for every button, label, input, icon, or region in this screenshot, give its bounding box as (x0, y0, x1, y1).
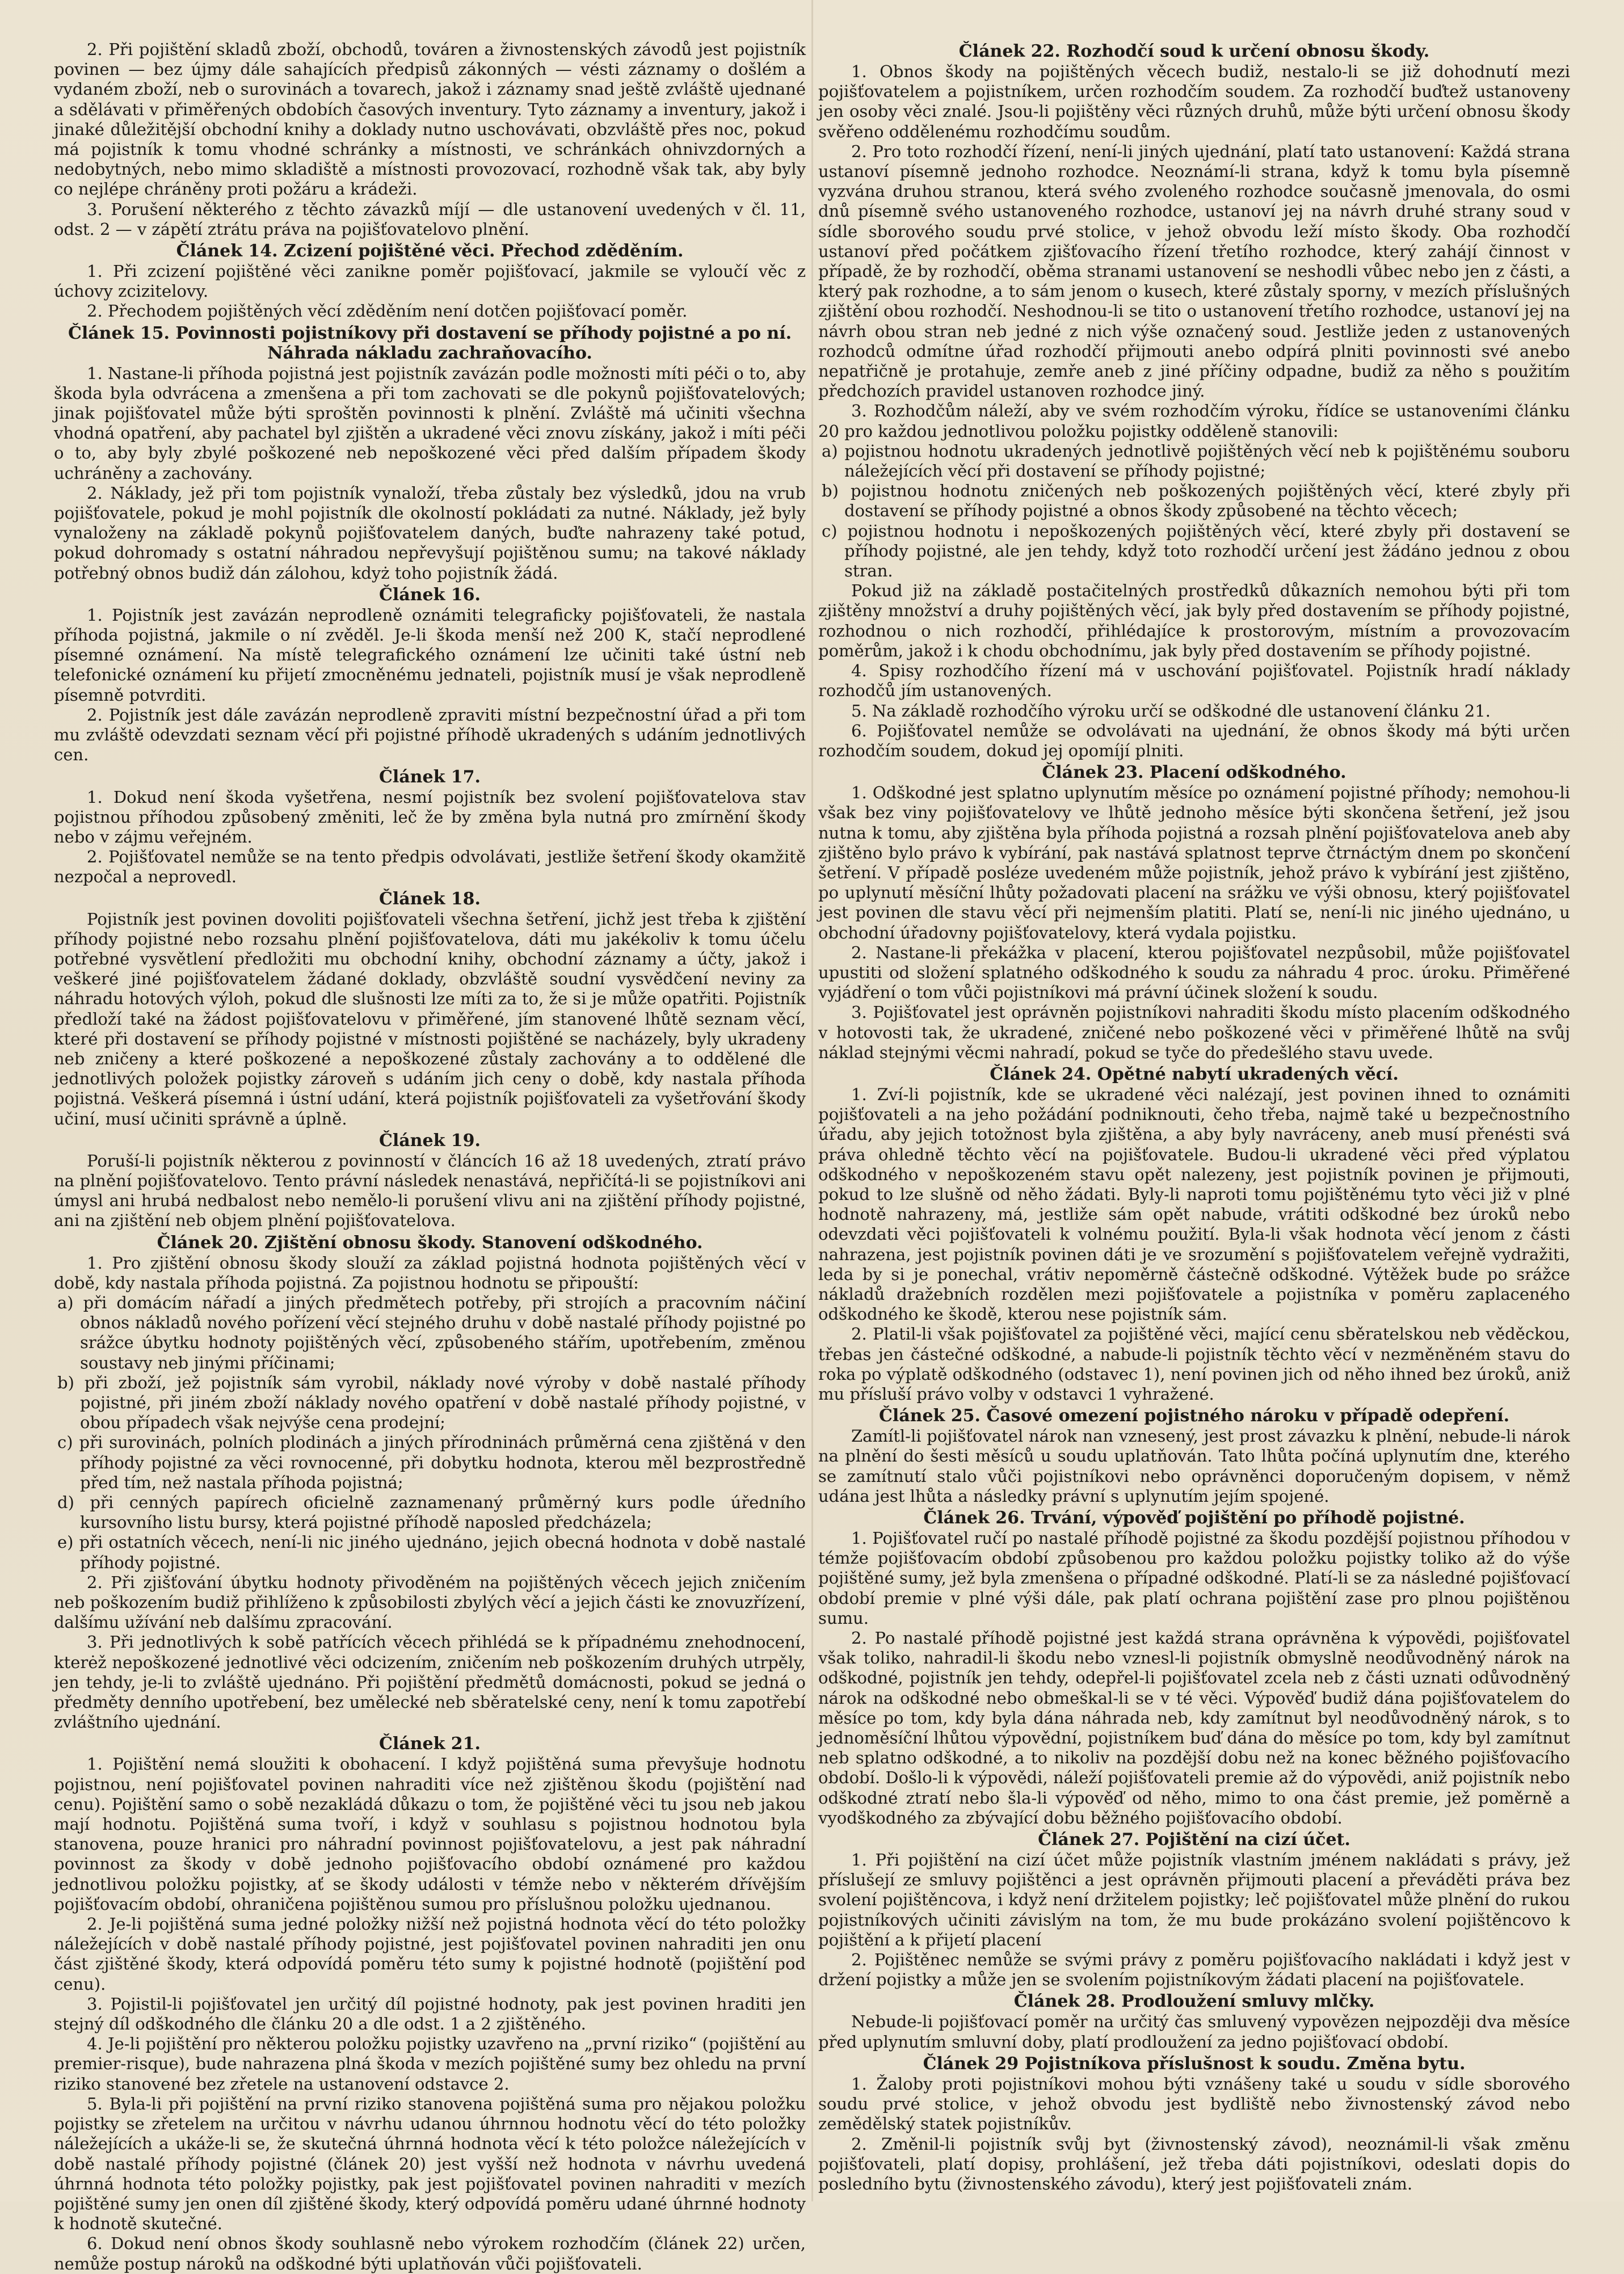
paragraph: 2. Při pojištění skladů zboží, obchodů, továren a živnostenských závodů jest pojistník povinen — bez újmy dále sahajících předpisů zákonných — vésti záznamy o došlém a vydaném zboží, neb o surovinách a tovarech, jakož i záznamy snad ještě zvláště ujednané a sdělávati v přiměřených obdobích časových inventury. Tyto záznamy a inventury, jakož i jinaké důležitější obchodní knihy a doklady nutno uschovávati, obzvláště přes noc, pokud má pojistník k tomu vhodné schránky a místnosti, ve schránkách ohnivzdorných a nedobytných, nebo mimo skladiště a místnosti provozovací, rozhodně však tak, aby byly co nejlépe chráněny proti požáru a krádeži. (54, 40, 806, 199)
article-heading: Článek 20. Zjištění obnosu škody. Stanovení odškodného. (157, 1232, 703, 1253)
article-heading: Článek 21. (378, 1734, 481, 1754)
list-item: b) pojistnou hodnotu zničených neb poškozených pojištěných věcí, které zbyly při dostavení se příhody pojistné a obnos škody způsobené na těchto věcech; (822, 481, 1570, 521)
paragraph: 3. Při jednotlivých k sobě patřících věcech přihlédá se k případnému znehodnocení, kterėž nepoškozené jednotlivé věci odcizením, zničením neb poškozením druhých utrpěly, jen tehdy, je-li to zvláště ujednáno. Při pojištění předmětů domácnosti, pokud se jedná o předměty denního upotřebení, bez umělecké neb sběratelské ceny, není k tomu zapotřebí zvláštního ujednání. (54, 1632, 806, 1732)
paragraph: 4. Je-li pojištění pro některou položku pojistky uzavřeno na „první riziko“ (pojištění au premier-risque), bude nahrazena plná škoda v mezích pojištěné sumy bez ohledu na první riziko stanovené bez zřetele na ustanovení odstavce 2. (54, 2034, 806, 2094)
paragraph: 2. Je-li pojištěná suma jedné položky nižší než pojistná hodnota věcí do této položky náležejících v době nastalé příhody pojistné, jest pojišťovatel povinen nahraditi jen onu část zjištěné škody, která odpovídá poměru této sumy k pojistné hodnotě (pojištění pod cenu). (54, 1914, 806, 1994)
paragraph: 6. Pojišťovatel nemůže se odvolávati na ujednání, že obnos škody má býti určen rozhodčím soudem, dokud jej opomíjí plniti. (818, 721, 1570, 760)
article-heading: Článek 18. (378, 888, 481, 909)
article-heading: Článek 23. Placení odškodného. (1042, 763, 1347, 783)
paragraph: 1. Pojištění nemá sloužiti k obohacení. I když pojištěná suma převyšuje hodnotu pojistnou, není pojišťovatel povinen nahraditi více než zjištěnou škodu (pojištění nad cenu). Pojištění samo o sobě nezakládá důkazu o tom, že pojištěné věci tu jsou neb jakou mají hodnotu. Pojištěná suma tvoří, i když v souhlasu s pojistnou hodnotou byla stanovena, pouze hranici pro náhradní povinnost pojišťovatelovu, a jest pak náhradní povinnost za škody v době jednoho pojišťovacího období oznámené pro každou jednotlivou položku pojistky, ať se škody události v témže nebo v některém dřívějším pojišťovacím období, ohraničena pojištěnou sumou pro příslušnou položku ujednanou. (54, 1754, 806, 1914)
paragraph: 1. Při zcizení pojištěné věci zanikne poměr pojišťovací, jakmile se vyloučí věc z úchovy zcizitelovy. (54, 262, 806, 301)
paragraph: 1. Dokud není škoda vyšetřena, nesmí pojistník bez svolení pojišťovatelova stav pojistnou příhodou způsobený změniti, leč že by změna byla nutná pro zmírnění škody nebo v zájmu veřejném. (54, 787, 806, 847)
paragraph: 3. Pojistil-li pojišťovatel jen určitý díl pojistné hodnoty, pak jest povinen hraditi jen stejný díl odškodného dle článku 20 a dle odst. 1 a 2 zjištěného. (54, 1994, 806, 2034)
paragraph: Pojistník jest povinen dovoliti pojišťovateli všechna šetření, jichž jest třeba k zjištění příhody pojistné nebo rozsahu plnění pojišťovatelova, dáti mu jakékoliv k tomu účelu potřebné vysvětlení předložiti mu obchodní knihy, obchodní záznamy a účty, jakož i veškeré jiné pojišťovatelem žádané doklady, obzvláště soudní vysvědčení neviny za náhradu hotových výloh, pokud dle slušnosti lze míti za to, že si je může opatřiti. Pojistník předloží také na žádost pojišťovatelovu v přiměřené, jím stanovené lhůtě seznam věcí, které při dostavení se příhody pojistné v místnosti pojištěné se nacházely, byly ukradeny neb zničeny a které poškozené a nepoškozené zůstaly zachovány a to oddělené dle jednotlivých položek pojistky zároveň s udáním jich ceny o době, kdy nastala příhoda pojistná. Veškerá písemná i ústní udání, která pojistník pojišťovateli za vyšetřování škody učiní, musí učiniti správně a úplně. (54, 909, 806, 1128)
paragraph: 1. Žaloby proti pojistníkovi mohou býti vznášeny také u soudu v sídle sborového soudu prvé stolice, v jehož obvodu jest bydliště nebo živnostenský závod nebo zemědělský statek pojistníkův. (818, 2074, 1570, 2134)
paragraph: Pokud již na základě postačitelných prostředků důkazních nemohou býti při tom zjištěny množství a druhy pojištěných věcí, jak byly před dostavením se příhody pojistné, rozhodnou o nich rozhodčí, přihlédajíce k prostorovým, místním a provozovacím poměrům, jakož i k chodu obchodnímu, jak byly před dostavením se příhody pojistné. (818, 581, 1570, 660)
article-heading: Článek 27. Pojištění na cizí účet. (1038, 1830, 1350, 1850)
paragraph: 1. Při pojištění na cizí účet může pojistník vlastním jménem nakládati s právy, jež příslušejí ze smluvy pojištěnci a jest oprávněn přijmouti placení a převáděti práva bez svolení pojištěncova, i když není držitelem pojistky; leč pojišťovatel může plnění do rukou pojistníkových učiniti závislým na tom, že mu bude prokázáno svolení pojištěncovo k pojištění a k přijetí placení (818, 1850, 1570, 1949)
article-heading: Článek 22. Rozhodčí soud k určení obnosu škody. (958, 41, 1430, 61)
article-heading: Článek 28. Prodloužení smluvy mlčky. (1013, 1991, 1375, 2012)
paragraph: 2. Přechodem pojištěných věcí zděděním není dotčen pojišťovací poměr. (87, 301, 688, 321)
paragraph: 3. Porušení některého z těchto závazků míjí — dle ustanovení uvedených v čl. 11, odst. 2 — v zápětí ztrátu práva na pojišťovatelovo plnění. (54, 199, 806, 239)
paragraph: 4. Spisy rozhodčího řízení má v uschování pojišťovatel. Pojistník hradí náklady rozhodčů jím ustanovených. (818, 661, 1570, 701)
paragraph: Nebude-li pojišťovací poměr na určitý čas smluvený vypovězen nejpozději dva měsíce před uplynutím smluvní doby, platí prodloužení za jedno pojišťovací období. (818, 2012, 1570, 2052)
list-item: c) při surovinách, polních plodinách a jiných přírodninách průměrná cena zjištěná v den příhody pojistné za věci rovnocenné, při dobytku hodnota, kterou měl bezprostředně před tím, než nastala příhoda pojistná; (57, 1433, 806, 1492)
paragraph: Poruší-li pojistník některou z povinností v článcích 16 až 18 uvedených, ztratí právo na plnění pojišťovatelovo. Tento právní následek nenastává, nepřičítá-li se pojistníkovi ani úmysl ani hrubá nedbalost nebo nemělo-li porušení vlivu ani na zjištění příhody pojistné, ani na zjištění neb objem plnění pojišťovatelova. (54, 1151, 806, 1231)
paragraph: 2. Platil-li však pojišťovatel za pojištěné věci, mající cenu sběratelskou neb věděckou, třebas jen částečné odškodné, a nabude-li pojistník těchto věcí v nezměněném stavu do roka po výplatě odškodného (odstavec 1), není povinen jich od něho ihned bez úroků, aniž mu přísluší právo volby v odstavci 1 vyhražené. (818, 1324, 1570, 1404)
article-heading: Článek 24. Opětné nabytí ukradených věcí. (990, 1064, 1399, 1084)
paragraph: 1. Obnos škody na pojištěných věcech budiž, nestalo-li se již dohodnutí mezi pojišťovatelem a pojistníkem, určen rozhodčím soudem. Za rozhodčí buďtež ustanoveny jen osoby věci znalé. Jsou-li pojištěny věci různých druhů, může býti určení obnosu škody svěřeno oddělenému rozhodčímu soudům. (818, 62, 1570, 141)
paragraph: 2. Pro toto rozhodčí řízení, není-li jiných ujednání, platí tato ustanovení: Každá strana ustanoví písemně jednoho rozhodce. Neoznámí-li strana, když k tomu byla písemně vyzvána druhou stranou, která svého zvoleného rozhodce současně jmenovala, do osmi dnů písemně svého ustanoveného rozhodce, ustanoví jej na návrh druhé strany soud v sídle sborového soudu prvé stolice, v jehož obvodu leží místo škody. Oba rozhodčí ustanoví před počátkem zjišťovacího řízení třetího rozhodce, který zahájí činnost v případě, že by rozhodčí, oběma stranami ustanovení se neshodli vůbec nebo jen z části, a který pak rozhodne, a to sám jenom o kusech, které zůstaly sporny, v mezích příslušných zjištění obou rozhodčí. Neshodnou-li se tito o ustanovení třetího rozhodce, ustanoví jej na návrh obou stran neb jedné z nich výše označený soud. Jestliže jeden z ustanovených rozhodců odmítne úřad rozhodčí přijmouti anebo odpírá plniti povinnosti své anebo nepatřičně je protahuje, zemře aneb z jiné příčiny odpadne, budiž za něho s použitím předchozích pravidel ustanoven rozhodce jiný. (818, 141, 1570, 401)
paragraph: Zamítl-li pojišťovatel nárok nan vznesený, jest prost závazku k plnění, nebude-li nárok na plnění do šesti měsíců u soudu uplatňován. Tato lhůta počíná uplynutím dne, kterého se zamítnutí stalo vůči pojistníkovi nebo oprávněnci doporučeným dopisem, v němž udána jest lhůta a následky právní s uplynutím jejím spojené. (818, 1426, 1570, 1506)
paragraph: 2. Náklady, jež při tom pojistník vynaloží, třeba zůstaly bez výsledků, jdou na vrub pojišťovatele, pokud je mohl pojistník dle okolností pokládati za nutné. Náklady, jež byly vynaloženy na základě pokynů pojišťovatelem daných, buďte nahrazeny také potud, pokud dohromady s ostatní náhradou nepřevyšují pojištěnou sumu; na takové náklady potřebný obnos budiž dán zálohou, kdyż toho pojistník žádá. (54, 483, 806, 583)
list-item: d) při cenných papírech oficielně zaznamenaný průměrný kurs podle úředního kursovního listu bursy, která pojistné příhodě naposled předcházela; (57, 1493, 806, 1532)
paragraph: 1. Nastane-li příhoda pojistná jest pojistník zavázán podle možnosti míti péči o to, aby škoda byla odvrácena a zmenšena a při tom zachovati se dle pokynů pojišťovatelových; jinak pojišťovatel může býti sproštěn povinnosti k plnění. Zvláště má učiniti všechna vhodná opatření, aby pachatel byl zjištěn a ukradené věci znovu získány, jakož i míti péči o to, aby byly zbylé poškozené neb nepoškozené věci před dalším případem škody uchráněny a zachovány. (54, 363, 806, 483)
list-item: c) pojistnou hodnotu i nepoškozených pojištěných věcí, které zbyly při dostavení se příhody pojistné, ale jen tehdy, když toto rozhodčí určení jest žádáno jednou z obou stran. (822, 521, 1570, 581)
paragraph: 1. Pojišťovatel ručí po nastalé příhodě pojistné za škodu pozdější pojistnou příhodou v témže pojišťovacím období způsobenou pro každou položku pojistky toliko až do výše pojištěné sumy, jež byla zmenšena o případné odškodné. Platí-li se za následné pojišťovací období premie v plné výši dále, pak platí ochrana pojištění zase pro plnou pojištěnou sumu. (818, 1528, 1570, 1628)
paragraph: 2. Při zjišťování úbytku hodnoty přivoděném na pojištěných věcech jejich zničením neb poškozením budiž přihlíženo k způsobilosti zbylých věcí a jejich části ke znovuzřízení, dalšímu užívání neb dalšímu zpracování. (54, 1572, 806, 1632)
article-heading: Článek 26. Trvání, výpověď pojištění po příhodě pojistné. (923, 1508, 1465, 1528)
article-heading: Článek 14. Zcizení pojištěné věci. Přechod zděděním. (176, 241, 684, 262)
paragraph: 1. Pro zjištění obnosu škody slouží za základ pojistná hodnota pojištěných věcí v době, kdy nastala příhoda pojistná. Za pojistnou hodnotu se připouští: (54, 1253, 806, 1292)
paragraph: 5. Byla-li při pojištění na první riziko stanovena pojištěná suma pro nějakou položku pojistky se zřetelem na určitou v návrhu udanou úhrnnou hodnotu věcí do této položky náležejících a ukáže-li se, že skutečná úhrnná hodnota věcí k této položce náležejících v době nastalé příhody pojistné (článek 20) jest vyšší než hodnota v návrhu uvedená úhrnná hodnota této položky pojistky, pak jest pojišťovatel povinen nahraditi v mezích pojištěné sumy jen onen díl zjištěné škody, který odpovídá poměru udané úhrnné hodnoty k hodnotě skutečné. (54, 2094, 806, 2234)
center-fold-line (811, 0, 813, 2201)
list-item: a) pojistnou hodnotu ukradených jednotlivě pojištěných věcí neb k pojištěnému souboru náležejících věcí při dostavení se příhody pojistné; (822, 441, 1570, 481)
paragraph: 2. Nastane-li překážka v placení, kterou pojišťovatel nezpůsobil, může pojišťovatel upustiti od složení splatného odškodného k soudu za náhradu 4 proc. úroku. Přiměřené vyjádření o tom vůči pojistníkovi má právní účinek složení k soudu. (818, 942, 1570, 1003)
paragraph: 3. Rozhodčům náleží, aby ve svém rozhodčím výroku, řídíce se ustanoveními článku 20 pro každou jednotlivou položku pojistky odděleně stanovili: (818, 401, 1570, 441)
paragraph: 2. Změnil-li pojistník svůj byt (živnostenský závod), neoznámil-li však změnu pojišťovateli, platí dopisy, prohlášení, jež třeba dáti pojistníkovi, odeslati dopis do posledního bytu (živnostenského závodu), který jest pojišťovateli znám. (818, 2134, 1570, 2193)
paragraph: 2. Po nastalé příhodě pojistné jest každá strana oprávněna k výpovědi, pojišťovatel však toliko, nahradil-li škodu nebo vznesl-li pojistník obmyslně neodůvodněný nárok na odškodné, pojistník jen tehdy, odepřel-li pojišťovatel zcela neb z části uznati odůvodněný nárok na odškodné nebo obmeškal-li se v té věci. Výpověď budiž dána pojišťovatelem do měsíce po tom, kdy byla dána náhrada neb, kdy zamítnut byl neodůvodněný nárok, s to jednoměsíční lhůtou výpovědní, pojistníkem buď dána do měsíce po tom, kdy byl zamítnut neb splatno odškodné, a to nikoliv na pozdější dobu než na konec běžného pojišťovacího období. Došlo-li k výpovědi, náleží pojišťovateli premie až do výpovědi, aniž pojistník nebo odškodné ztratí nebo šla-li výpověď od něho, mimo to ona část premie, jež poměrně a vyodškodného za zbývající dobu běžného pojišťovacího období. (818, 1628, 1570, 1827)
article-heading: Článek 25. Časové omezení pojistného nároku v případě odepření. (878, 1406, 1510, 1426)
article-heading: Článek 15. Povinnosti pojistníkovy při dostavení se příhody pojistné a po ní. Náhrada nákladu zachraňovacího. (68, 323, 792, 363)
paragraph: 1. Odškodné jest splatno uplynutím měsíce po oznámení pojistné příhody; nemohou-li však bez viny pojišťovatelovy ve lhůtě jednoho měsíce býti skončena šetření, jež jsou nutna k tomu, aby zjištěna byla příhoda pojistná a rozsah plnění pojišťovatelova aneb aby zjištěno bylo právo k vybírání, pak nastává splatnost teprve čtrnáctým dnem po skončení šetření. V případě posléze uvedeném může pojistník, jehož právo k vybírání jest zjištěno, po uplynutí měsíční lhůty požadovati placení na srážku ve výši obnosu, který pojišťovatel jest povinen dle stavu věcí při nejmenším platiti. Platí se, není-li nic jiného ujednáno, u obchodní úřadovny pojišťovatelovy, která vydala pojistku. (818, 783, 1570, 942)
paragraph: 1. Zví-li pojistník, kde se ukradené věci nalézají, jest povinen ihned to oznámiti pojišťovateli a na jeho požádání podniknouti, čeho třeba, najmě také u bezpečnostního úřadu, aby jejich totožnost byla zjištěna, a aby byly navráceny, aneb musí přenésti svá práva ohledně těchto věcí na pojišťovatele. Budou-li ukradené věci před výplatou odškodného v nepoškozeném stavu opět nalezeny, jest pojistník povinen je přijmouti, pokud to lze slušně od něho žádati. Byly-li naproti tomu pojištěnému tyto věci již v plné hodnotě nahrazeny, má, jestliže sám opět nabude, vrátiti odškodné bez úroků nebo odevzdati věci pojišťovateli k volnému použití. Byla-li však hodnota věcí jenom z části nahrazena, jest pojistník povinen dáti je ve srozumění s pojišťovatelem veřejně vydražiti, leda by si je ponechal, vrátiv nepoměrně částečně odškodné. Výtěžek bude po srážce nákladů dražebních rozdělen mezi pojišťovatele a pojistníka v poměru zaplaceného odškodného ke škodě, kterou nese pojistník sám. (818, 1084, 1570, 1324)
list-item: b) při zboží, jež pojistník sám vyrobil, náklady nové výroby v době nastalé příhody pojistné, při jiném zboží náklady nového opatření v době nastalé příhody pojistné, v obou případech však nejvýše cena prodejní; (57, 1372, 806, 1433)
paragraph: 2. Pojistník jest dále zavázán neprodleně zpraviti místní bezpečnostní úřad a při tom mu zvláště odevzdati seznam věcí při pojistné příhodě ukradených s udáním jednotlivých cen. (54, 705, 806, 765)
right-column (818, 40, 1570, 2193)
article-heading: Článek 17. (378, 767, 481, 787)
list-item: e) při ostatních věcech, není-li nic jiného ujednáno, jejich obecná hodnota v době nastalé příhody pojistné. (57, 1532, 806, 1572)
paragraph: 6. Dokud není obnos škody souhlasně nebo výrokem rozhodčím (článek 22) určen, nemůže postup nároků na odškodné býti uplatňován vůči pojišťovateli. (54, 2234, 806, 2273)
paragraph: 5. Na základě rozhodčího výroku určí se odškodné dle ustanovení článku 21. (851, 701, 1491, 721)
article-heading: Článek 16. (378, 584, 481, 605)
paragraph: 1. Pojistník jest zavázán neprodleně oznámiti telegraficky pojišťovateli, že nastala příhoda pojistná, jakmile o ní zvěděl. Je-li škoda menší než 200 K, stačí neprodlené písemné oznámení. Na místě telegrafického oznámení lze učiniti také ústní neb telefonické oznámení ku přijetí zmocněnému jednateli, pojistník musí je však neprodleně písemně potvrditi. (54, 605, 806, 705)
paragraph: 2. Pojišťovatel nemůže se na tento předpis odvolávati, jestliže šetření škody okamžitě nezpočal a neprovedl. (54, 847, 806, 887)
article-heading: Článek 29 Pojistníkova příslušnost k soudu. Změna bytu. (923, 2053, 1466, 2074)
article-heading: Článek 19. (378, 1130, 481, 1151)
paragraph: 2. Pojištěnec nemůže se svými právy z poměru pojišťovacího nakládati i když jest v držení pojistky a může jen se svolením pojistníkovým žádati placení na pojišťovatele. (818, 1950, 1570, 1990)
list-item: a) při domácím nářadí a jiných předmětech potřeby, při strojích a pracovním náčiní obnos nákladů nového pořízení věcí stejného druhu v době nastalé příhody pojistné po srážce úbytku hodnoty pojištěných věcí, způsobeného stářím, upotřebením, změnou soustavy neb jinými příčinami; (57, 1292, 806, 1372)
paragraph: 3. Pojišťovatel jest oprávněn pojistníkovi nahraditi škodu místo placením odškodného v hotovosti tak, že ukradené, zničené nebo poškozené věci v přiměřené lhůtě na svůj náklad stejnými věcmi nahradí, pokud se tyče do předešlého stavu uvede. (818, 1003, 1570, 1062)
left-column (54, 40, 806, 2273)
